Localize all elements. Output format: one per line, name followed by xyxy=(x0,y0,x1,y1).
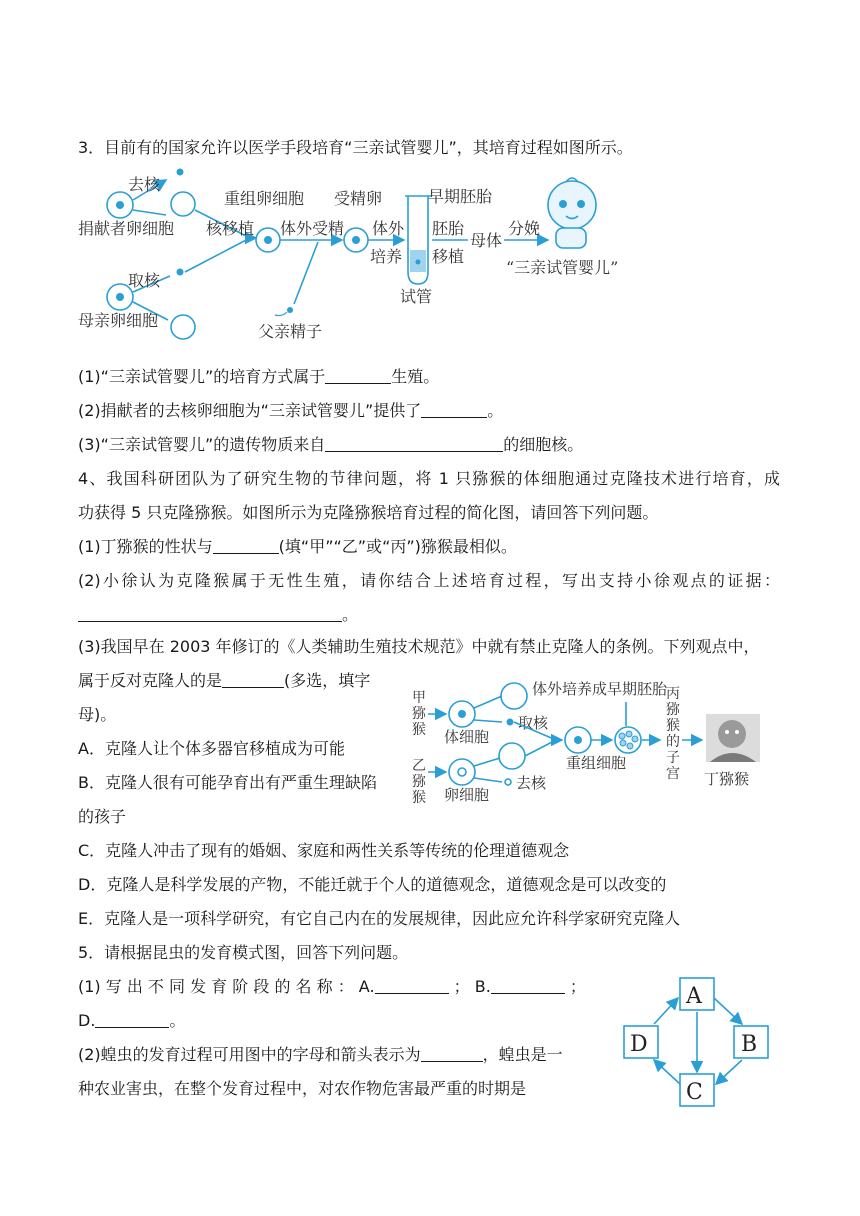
q3-test-tube: 试管 xyxy=(400,287,433,306)
mother-enucleated xyxy=(171,315,195,339)
donor-egg-cell xyxy=(107,192,133,218)
svg-text:甲: 甲 xyxy=(412,690,426,706)
q3-mother-body: 母体 xyxy=(470,231,503,250)
q3-part3: (3)“三亲试管婴儿”的遗传物质来自 的细胞核。 xyxy=(78,435,584,454)
recombined-egg xyxy=(256,228,280,252)
q3-answer-2[interactable] xyxy=(421,401,487,418)
q3-part2: (2)捐献者的去核卵细胞为“三亲试管婴儿”提供了 。 xyxy=(78,401,504,420)
stage-d: D xyxy=(630,1032,648,1057)
q3-answer-1[interactable] xyxy=(325,367,391,384)
q4-monkey-d: 丁猕猴 xyxy=(704,770,750,788)
q5-part1-cont: D. 。 xyxy=(78,1011,186,1030)
q4-option-e: E．克隆人是一项科学研究，有它自己内在的发展规律，因此应允许科学家研究克隆人 xyxy=(78,909,681,928)
q5-part1: (1) 写 出 不 同 发 育 阶 段 的 名 称 ： A. ； B. ； xyxy=(78,977,586,996)
q5-answer-b[interactable] xyxy=(491,977,565,994)
svg-text:丙: 丙 xyxy=(666,686,680,702)
svg-text:的: 的 xyxy=(666,734,680,750)
q4-part3-line2: 属于反对克隆人的是 (多选，填字 xyxy=(78,671,371,690)
q4-take-nucleus: 取核 xyxy=(518,714,549,732)
q3-culture: 培养 xyxy=(370,247,403,266)
q4-egg-cell: 卵细胞 xyxy=(444,786,490,804)
q3-part1: (1)“三亲试管婴儿”的培育方式属于 生殖。 xyxy=(78,367,440,386)
egg-cell xyxy=(449,759,475,785)
q5-answer-2[interactable] xyxy=(421,1045,483,1062)
enucleated-egg xyxy=(171,192,195,216)
q4-remove-nucleus: 去核 xyxy=(516,774,547,792)
q4-answer-1[interactable] xyxy=(213,537,279,554)
q4-part2: (2)小徐认为克隆猴属于无性生殖，请你结合上述培育过程，写出支持小徐观点的证据： xyxy=(78,571,780,590)
q3-baby-label: “三亲试管婴儿” xyxy=(506,258,619,277)
q3-fertilized-egg: 受精卵 xyxy=(334,189,383,208)
q4-option-a: A．克隆人让个体多器官移植成为可能 xyxy=(78,739,345,758)
baby-icon xyxy=(548,178,596,248)
svg-text:猕: 猕 xyxy=(412,774,426,790)
q3-recombined-egg: 重组卵细胞 xyxy=(224,189,305,208)
q5-diagram xyxy=(618,972,778,1112)
q3-take-nucleus: 取核 xyxy=(128,271,161,290)
q3-title: 3．目前有的国家允许以医学手段培育“三亲试管婴儿”，其培育过程如图所示。 xyxy=(78,138,633,157)
q4-intro-2: 功获得 5 只克隆猕猴。如图所示为克隆猕猴培育过程的简化图，请回答下列问题。 xyxy=(78,503,659,522)
q4-option-d: D．克隆人是科学发展的产物，不能迁就于个人的道德观念，道德观念是可以改变的 xyxy=(78,875,667,894)
svg-text:猴: 猴 xyxy=(666,718,680,734)
q4-answer-2[interactable] xyxy=(78,605,342,622)
q4-option-c: C．克隆人冲击了现有的婚姻、家庭和两性关系等传统的伦理道德观念 xyxy=(78,841,570,860)
q4-option-b-cont: 的孩子 xyxy=(78,807,127,826)
q4-body-cell: 体细胞 xyxy=(444,728,490,746)
q3-mother-egg-label: 母亲卵细胞 xyxy=(78,311,159,330)
q5-part2: (2)蝗虫的发育过程可用图中的字母和箭头表示为 ，蝗虫是一 xyxy=(78,1045,563,1064)
test-tube-icon xyxy=(408,196,428,284)
q3-answer-3[interactable] xyxy=(325,435,503,452)
q5-part2-cont: 种农业害虫，在整个发育过程中，对农作物危害最严重的时期是 xyxy=(78,1079,527,1098)
q4-part3-line3: 母)。 xyxy=(78,705,117,724)
q4-part1: (1)丁猕猴的性状与 (填“甲”“乙”或“丙”)猕猴最相似。 xyxy=(78,537,517,556)
q4-option-b: B．克隆人很有可能孕育出有严重生理缺陷 xyxy=(78,773,377,792)
mother-egg-nucleus xyxy=(116,293,124,301)
q3-embryo: 胚胎 xyxy=(432,219,465,238)
q3-early-embryo: 早期胚胎 xyxy=(428,187,493,206)
svg-text:猕: 猕 xyxy=(412,706,426,722)
q4-culture-label: 体外培养成早期胚胎 xyxy=(532,680,668,698)
q3-remove-nucleus: 去核 xyxy=(128,175,161,194)
q3-in-vitro-fert: 体外受精 xyxy=(280,219,345,238)
q4-part3-line1: (3)我国早在 2003 年修订的《人类辅助生殖技术规范》中就有禁止克隆人的条例。下列观点中， xyxy=(78,637,760,656)
q4-answer-3[interactable] xyxy=(222,671,284,688)
monkey-icon xyxy=(706,714,760,762)
svg-text:子: 子 xyxy=(666,750,680,766)
q5-answer-d[interactable] xyxy=(95,1011,169,1028)
q3-in-vitro: 体外 xyxy=(372,219,405,238)
svg-text:猴: 猴 xyxy=(412,790,426,806)
q3-nuclear-transfer: 核移植 xyxy=(206,219,255,238)
svg-text:猕: 猕 xyxy=(666,702,680,718)
svg-text:猴: 猴 xyxy=(412,722,426,738)
svg-text:宫: 宫 xyxy=(666,766,680,782)
q3-father-sperm: 父亲精子 xyxy=(258,322,323,341)
fertilized-egg xyxy=(344,228,368,252)
q4-part2-answer-line: 。 xyxy=(78,604,358,626)
q5-title: 5．请根据昆虫的发育模式图，回答下列问题。 xyxy=(78,943,409,962)
mother-egg-cell xyxy=(107,284,133,310)
donor-egg-nucleus xyxy=(116,201,124,209)
q4-recombined-cell: 重组细胞 xyxy=(566,754,627,772)
q4-intro-1: 4、我国科研团队为了研究生物的节律问题，将 1 只猕猴的体细胞通过克隆技术进行培育，成 xyxy=(78,469,780,488)
q3-donor-egg-label: 捐献者卵细胞 xyxy=(78,219,175,238)
stage-b: B xyxy=(741,1032,758,1057)
svg-text:乙: 乙 xyxy=(412,758,426,774)
q3-delivery: 分娩 xyxy=(508,219,541,238)
stage-a: A xyxy=(686,984,702,1009)
stage-c: C xyxy=(686,1080,703,1105)
q4-diagram xyxy=(406,676,806,806)
q5-answer-a[interactable] xyxy=(375,977,449,994)
q3-transplant: 移植 xyxy=(432,247,465,266)
